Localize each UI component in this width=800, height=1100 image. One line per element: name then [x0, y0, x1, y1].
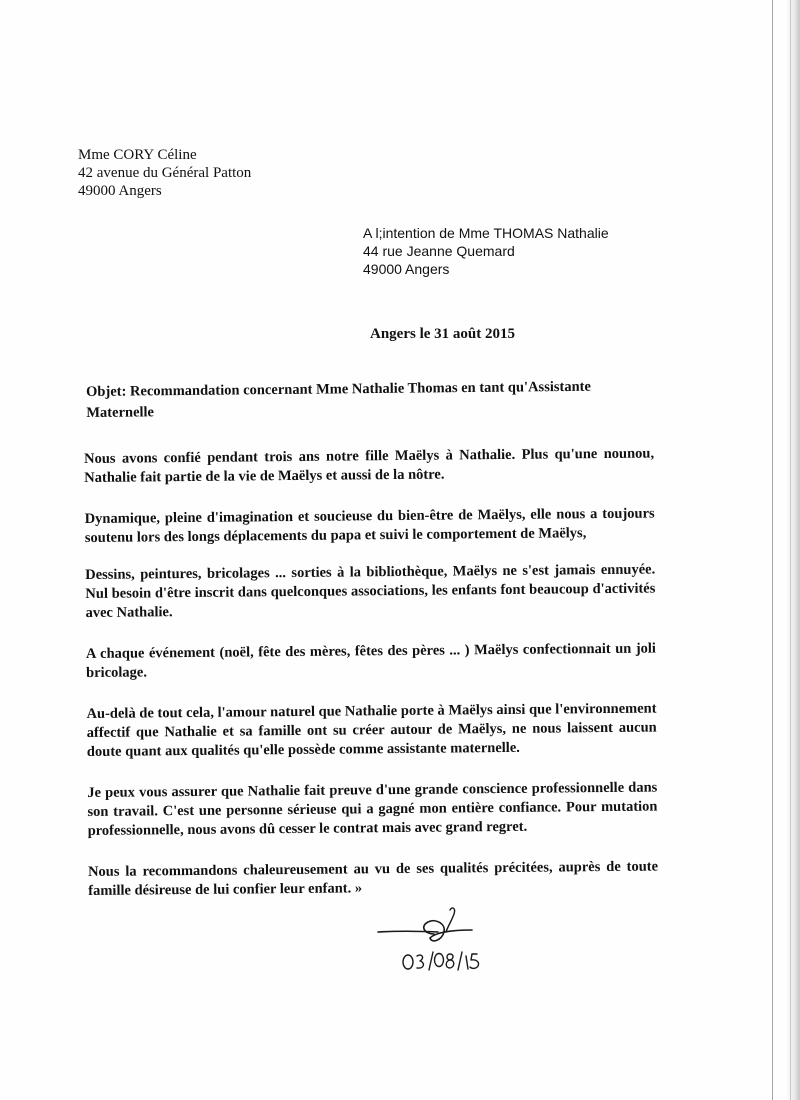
subject-line-2: Maternelle [86, 404, 155, 421]
subject-line-1: Objet: Recommandation concernant Mme Nathalie Thomas en tant qu'Assistante [86, 378, 591, 400]
signature-date [403, 952, 479, 970]
paragraph: Je peux vous assurer que Nathalie fait preuve d'une grande conscience professionnelle dans son travail. C'est une personne sérieuse qui a gagné mon entière confiance. Pour mutation professionnelle, nous avons dû cesser le contrat mais avec grand regret. [87, 779, 658, 839]
recipient-city: 49000 Angers [363, 261, 450, 277]
scan-edge-line [772, 0, 773, 1100]
scan-edge-line [790, 0, 791, 1100]
paragraph: Dessins, peintures, bricolages ... sorties à la bibliothèque, Maëlys ne s'est jamais ennuyée. Nul besoin d'être inscrit dans quelconques associations, les enfants font beaucoup d'activités avec Nathalie. [85, 561, 656, 621]
letter-subject [86, 376, 646, 424]
sender-city: 49000 Angers [78, 183, 162, 199]
paragraph: Dynamique, pleine d'imagination et soucieuse du bien-être de Maëlys, elle nous a toujours soutenu lors des longs déplacements du papa et suivi le comportement de Maëlys, [84, 505, 655, 546]
letter-body [84, 445, 659, 923]
recipient-street: 44 rue Jeanne Quemard [363, 243, 515, 259]
paragraph: A chaque événement (noël, fête des mères, fêtes des pères ... ) Maëlys confectionnait un joli bricolage. [85, 640, 657, 681]
handwritten-signature [376, 904, 506, 979]
scan-edge-shadow [786, 0, 800, 1100]
sender-name: Mme CORY Céline [78, 147, 197, 163]
sender-street: 42 avenue du Général Patton [78, 165, 252, 181]
recipient-address [363, 224, 609, 278]
paragraph: Au-delà de tout cela, l'amour naturel que Nathalie porte à Maëlys ainsi que l'environnement affectif que Nathalie et sa famille ont su créer autour de Maëlys, ne nous laissent aucun doute quant aux qualités qu'elle possède comme assistante maternelle. [86, 700, 657, 760]
paragraph: Nous avons confié pendant trois ans notre fille Maëlys à Nathalie. Plus qu'une nounou, Nathalie fait partie de la vie de Maëlys et aussi de la nôtre. [84, 445, 655, 486]
letter-date: Angers le 31 août 2015 [370, 326, 515, 342]
recipient-name: A l;intention de Mme THOMAS Nathalie [363, 225, 609, 241]
sender-address [78, 146, 251, 200]
paragraph: Nous la recommandons chaleureusement au vu de ses qualités précitées, auprès de toute famille désireuse de lui confier leur enfant. » [87, 858, 659, 899]
